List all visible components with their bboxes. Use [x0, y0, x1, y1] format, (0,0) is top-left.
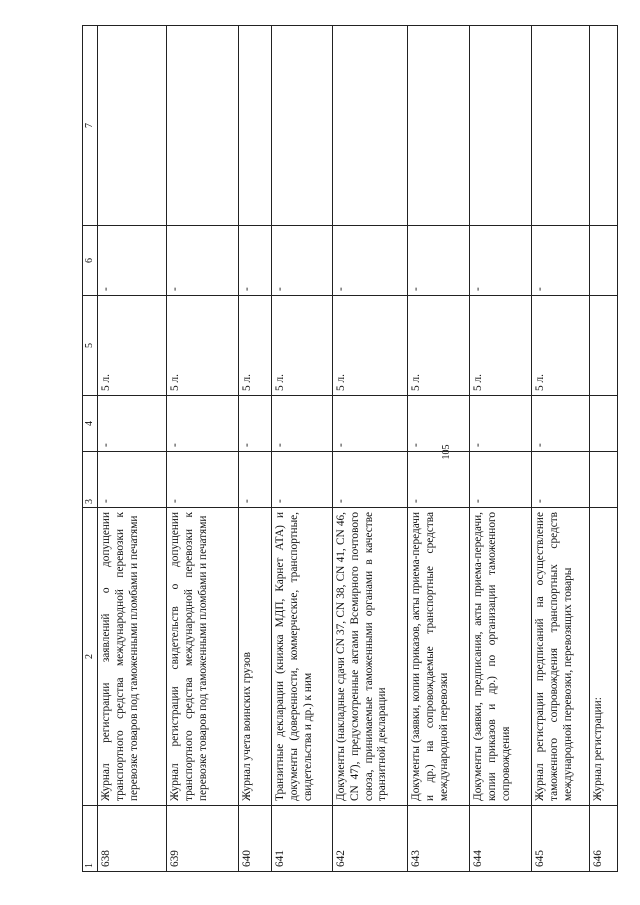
table-row [408, 26, 470, 872]
row-col-4: - [532, 396, 590, 452]
row-col-6: - [470, 226, 532, 296]
row-number: 643 [408, 806, 470, 872]
row-col-7 [408, 26, 470, 226]
row-col-3: - [470, 452, 532, 508]
row-col-6: - [239, 226, 272, 296]
row-col-6 [590, 226, 618, 296]
row-col-5: 5 л. [532, 296, 590, 396]
header-col-1: 1 [83, 806, 98, 872]
row-name: Транзитные декларации (книжка МДП, Карнет АТА) и документы (доверенности, коммерческие, транспортные, свидетельства и др.) к ним [272, 508, 333, 806]
row-col-6: - [333, 226, 408, 296]
row-name: Документы (заявки, предписания, акты приема-передачи, копии приказов и др.) по организации таможенного сопровождения [470, 508, 532, 806]
row-name: Журнал регистрации заявлений о допущении транспортного средства международной перевозки к перевозке товаров под таможенными пломбами и печатями [98, 508, 167, 806]
header-col-6: 6 [83, 226, 98, 296]
row-col-7 [167, 26, 239, 226]
row-col-6: - [167, 226, 239, 296]
row-col-3: - [333, 452, 408, 508]
row-col-5: 5 л. [333, 296, 408, 396]
row-col-5: 5 л. [470, 296, 532, 396]
row-col-6: - [98, 226, 167, 296]
row-col-7 [590, 26, 618, 226]
row-name: Документы (заявки, копии приказов, акты приема-передачи и др.) на сопровождаемые транспортные средства международной перевозки [408, 508, 470, 806]
row-number: 642 [333, 806, 408, 872]
header-col-7: 7 [83, 26, 98, 226]
row-col-4: - [470, 396, 532, 452]
row-col-3: - [98, 452, 167, 508]
row-name: Журнал регистрации свидетельств о допущении транспортного средства международной перевозки к перевозке товаров под таможенными пломбами и печатями [167, 508, 239, 806]
table-row [470, 26, 532, 872]
row-col-7 [98, 26, 167, 226]
row-col-3: - [239, 452, 272, 508]
table-row [239, 26, 272, 872]
row-name: Журнал учета воинских грузов [239, 508, 272, 806]
row-col-3 [590, 452, 618, 508]
row-name: Журнал регистрации: [590, 508, 618, 806]
row-col-5: 5 л. [408, 296, 470, 396]
row-col-7 [532, 26, 590, 226]
row-name: Журнал регистрации предписаний на осуществление таможенного сопровождения транспортных средств международной перевозки, перевозящих товары [532, 508, 590, 806]
row-col-3: - [167, 452, 239, 508]
row-col-7 [470, 26, 532, 226]
row-col-4: - [167, 396, 239, 452]
row-number: 641 [272, 806, 333, 872]
row-col-5: 5 л. [272, 296, 333, 396]
header-col-4: 4 [83, 396, 98, 452]
row-col-4: - [98, 396, 167, 452]
table-row [590, 26, 618, 872]
row-col-4 [590, 396, 618, 452]
table-row [167, 26, 239, 872]
row-col-4: - [272, 396, 333, 452]
row-number: 646 [590, 806, 618, 872]
header-col-2: 2 [83, 508, 98, 806]
row-col-3: - [532, 452, 590, 508]
row-col-5: 5 л. [167, 296, 239, 396]
row-col-5: 5 л. [239, 296, 272, 396]
table-row [272, 26, 333, 872]
row-col-4: - [408, 396, 470, 452]
row-col-5 [590, 296, 618, 396]
row-col-4: - [239, 396, 272, 452]
page-number: 105 [441, 444, 452, 460]
table-row [333, 26, 408, 872]
table-row [532, 26, 590, 872]
row-col-3: - [272, 452, 333, 508]
row-col-7 [272, 26, 333, 226]
row-col-7 [333, 26, 408, 226]
row-col-4: - [333, 396, 408, 452]
header-row [83, 26, 98, 872]
table-row [98, 26, 167, 872]
row-number: 645 [532, 806, 590, 872]
header-col-5: 5 [83, 296, 98, 396]
row-number: 638 [98, 806, 167, 872]
row-col-3: - [408, 452, 470, 508]
records-table [82, 25, 618, 872]
header-col-3: 3 [83, 452, 98, 508]
row-name: Документы (накладные сдачи CN 37, CN 38, CN 41, CN 46, CN 47), предусмотренные актами Всемирного почтового союза, принимаемые таможенными органами в качестве транзитной декларации [333, 508, 408, 806]
rotated-table-wrapper [82, 26, 610, 872]
row-number: 639 [167, 806, 239, 872]
row-col-6: - [408, 226, 470, 296]
row-number: 640 [239, 806, 272, 872]
row-col-6: - [272, 226, 333, 296]
row-col-7 [239, 26, 272, 226]
row-col-5: 5 л. [98, 296, 167, 396]
row-col-6: - [532, 226, 590, 296]
row-number: 644 [470, 806, 532, 872]
